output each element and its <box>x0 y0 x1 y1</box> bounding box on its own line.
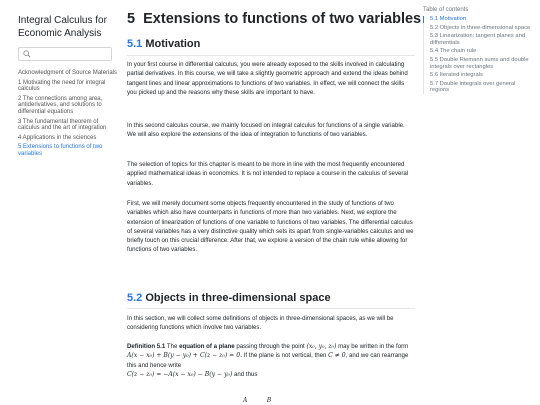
table-of-contents <box>423 7 535 96</box>
paragraph: First, we will merely document some objects frequently encountered in the study of functions of two variables which also have counterparts in functions of more than two variables. Next, we explore the extension of linearization of functions of one variable to functions of two variables. The differential calculus of several variables has a very distinctive quality which sets its apart from single-variables calculus and we briefly touch on this crucial difference. After that, we explore a version of the chain rule while allowing for functions of two variables. <box>127 200 414 254</box>
chapter-number: 5 <box>127 11 136 27</box>
sidebar-item-chapter-2[interactable]: 2 The connections among area, antiderivatives, and solutions to differential equations <box>18 95 103 115</box>
toc-title: Table of contents <box>423 7 469 13</box>
section-number: 5.2 <box>127 292 143 304</box>
sidebar-toc <box>18 70 118 161</box>
sidebar-item-chapter-1[interactable]: 1 Motivating the need for integral calculus <box>18 79 106 93</box>
section-heading-5-2 <box>127 292 331 304</box>
toc-item-5-3[interactable]: 5.3 Linearization: tangent planes and differentials <box>430 33 526 46</box>
math-equation-partial: A B <box>243 397 272 404</box>
sidebar-item-chapter-4[interactable]: 4 Applications in the sciences <box>18 134 97 141</box>
section-title: Motivation <box>145 38 201 50</box>
chapter-title: Extensions to functions of two variables <box>143 11 422 27</box>
definition-term: equation of a plane <box>179 343 235 350</box>
toc-item-5-7[interactable]: 5.7 Double integrals over general regions <box>430 80 516 94</box>
math-equation: C(z − z₀) = −A(x − x₀) − B(y − y₀) <box>127 370 233 378</box>
toc-item-5-1[interactable]: 5.1 Motivation <box>423 16 535 23</box>
paragraph: In your first course in differential calculus, you were already exposed to the skills involved in calculating partial derivatives. In this course, we will take a slightly geometric approach and extend the ideas behind tangent lines and linear approximations to functions of two variables. In effect, we will connect the skills you picked up and the reasons why these skills are important to have. <box>127 61 408 96</box>
section-number: 5.1 <box>127 38 143 50</box>
sidebar-item-chapter-5[interactable]: 5 Extensions to functions of two variables <box>18 144 103 157</box>
math-equation: A(x − x₀) + B(y − y₀) + C(z − z₀) = 0. <box>127 352 243 360</box>
math-condition: C ≠ 0 <box>328 352 346 360</box>
section-title: Objects in three-dimensional space <box>145 292 331 304</box>
page-title <box>127 11 421 27</box>
definition-block: Definition 5.1 The equation of a plane passing through the point (x₀, y₀, z₀) may be written in the form A(x − x₀) + B(y − y₀) + C(z − z₀) = 0. If the plane is not vertical, then C ≠ 0, and we can rearrange this and hence write C(z − z₀) = −A(x − x₀) − B(y − y₀) and thus <box>127 343 409 378</box>
sidebar-item-chapter-3[interactable]: 3 The fundamental theorem of calculus and the art of integration <box>18 118 107 132</box>
toc-list <box>423 16 535 94</box>
search-input[interactable] <box>18 47 112 61</box>
toc-item-5-5[interactable]: 5.5 Double Riemann sums and double integrals over rectangles <box>430 56 529 70</box>
sidebar <box>0 0 118 405</box>
toc-item-5-6[interactable]: 5.6 Iterated integrals <box>430 72 483 79</box>
section-divider <box>127 55 415 56</box>
paragraph: In this second calculus course, we mainly focused on integral calculus for functions of a single variable. We will also explore the extensions of the idea of integration to functions of two variables. <box>127 122 405 139</box>
section-divider <box>127 308 415 309</box>
search-icon <box>23 50 31 58</box>
toc-item-5-4[interactable]: 5.4 The chain rule <box>430 48 477 55</box>
definition-label: Definition 5.1 <box>127 343 166 350</box>
sidebar-item-acknowledgment[interactable]: Acknowledgment of Source Materials <box>18 70 118 76</box>
section-heading-5-1 <box>127 38 200 50</box>
math-point: (x₀, y₀, z₀) <box>306 343 337 350</box>
paragraph: The selection of topics for this chapter is meant to be more in line with the most frequently encountered applied mathematical ideas in economics. It is not intended to replace a course in the calculus of several variables. <box>127 161 409 187</box>
paragraph: In this section, we will collect some definitions of objects in three-dimensional spaces, as we will be considering functions which involve two variables. <box>127 315 394 332</box>
book-title[interactable]: Integral Calculus for Economic Analysis <box>18 15 107 39</box>
toc-item-5-2[interactable]: 5.2 Objects in three-dimensional space <box>430 24 531 31</box>
